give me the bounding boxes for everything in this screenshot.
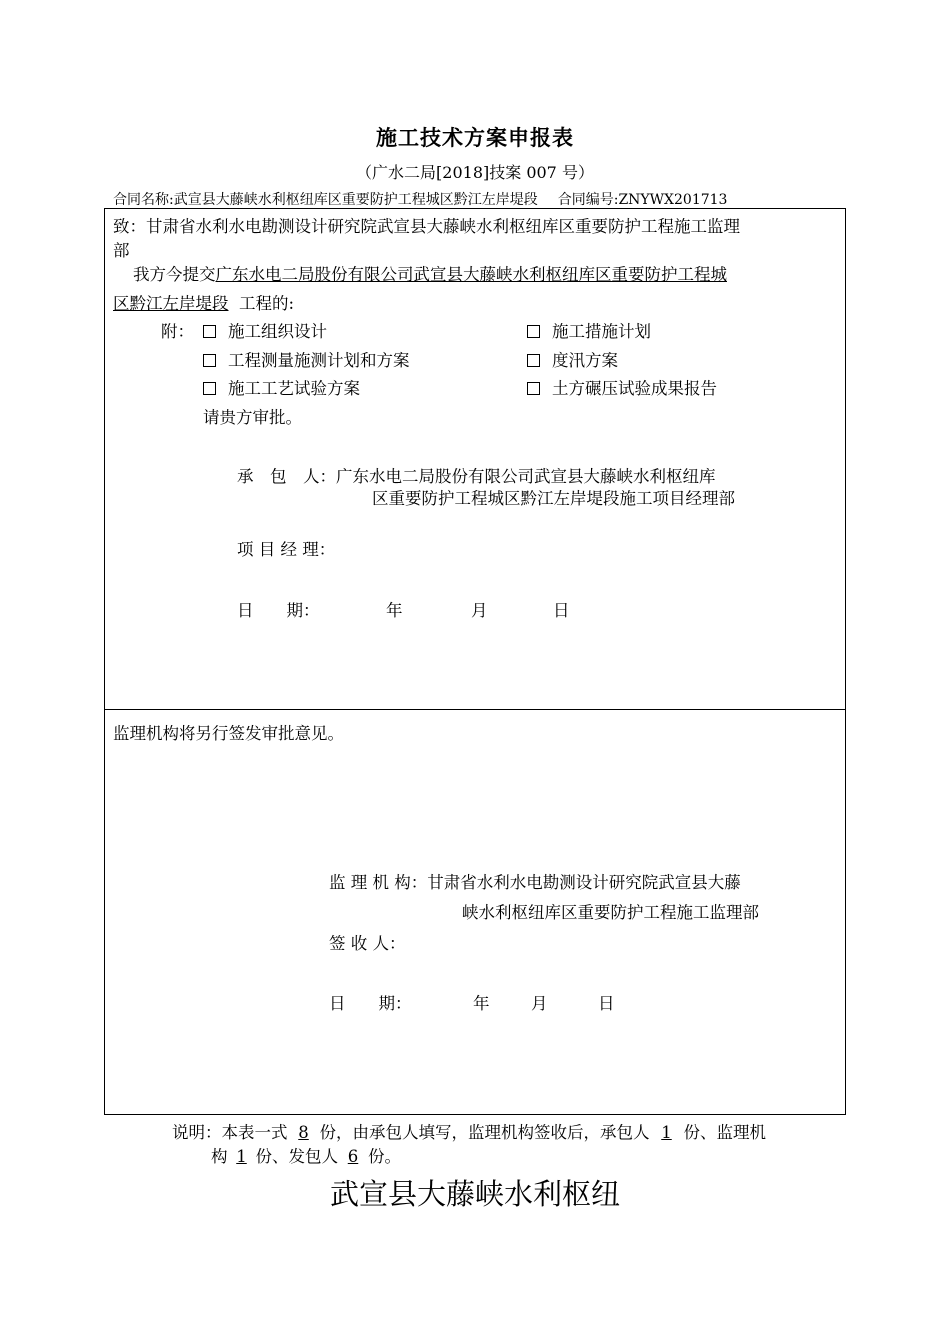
footer-text: 构 xyxy=(211,1147,228,1166)
copies-supervisor: 1 xyxy=(236,1147,247,1166)
checkbox-icon[interactable] xyxy=(203,354,216,367)
attachment-item[interactable] xyxy=(203,375,360,399)
date-label: 日 期： xyxy=(329,994,412,1013)
attachment-item[interactable] xyxy=(203,318,327,342)
footer-note-line1 xyxy=(172,1119,766,1143)
copies-owner: 6 xyxy=(347,1147,359,1166)
attachment-item[interactable] xyxy=(203,347,410,371)
attachment-item[interactable] xyxy=(527,375,717,399)
page-title: 施工技术方案申报表 xyxy=(376,125,574,150)
contractor-name: 广东水电二局股份有限公司武宣县大藤峡水利枢纽库 xyxy=(336,467,716,486)
submission-project-name-cont: 区黔江左岸堤段 xyxy=(113,294,229,313)
supervisor-name: 甘肃省水利水电勘测设计研究院武宣县大藤 xyxy=(427,873,741,892)
document-number: （广水二局[2018]技案 007 号） xyxy=(356,163,594,182)
footer-text: 份、监理机 xyxy=(683,1123,766,1142)
attachment-item-label: 施工工艺试验方案 xyxy=(228,379,360,398)
checkbox-icon[interactable] xyxy=(527,325,540,338)
addressee-line2: 部 xyxy=(113,241,130,260)
date-month: 月 xyxy=(471,601,488,620)
attachment-item-label: 土方碾压试验成果报告 xyxy=(552,379,717,398)
submission-line1 xyxy=(133,261,727,285)
supervision-note: 监理机构将另行签发审批意见。 xyxy=(113,724,344,743)
contractor-label: 承 包 人： xyxy=(237,467,336,486)
contract-info xyxy=(113,189,727,209)
checkbox-icon[interactable] xyxy=(527,382,540,395)
attachment-item-label: 施工措施计划 xyxy=(552,322,651,341)
approval-request: 请贵方审批。 xyxy=(203,408,302,427)
footer-text: 说明：本表一式 xyxy=(172,1123,288,1142)
footer-text: 份，由承包人填写，监理机构签收后，承包人 xyxy=(319,1123,650,1142)
contractor-line1 xyxy=(237,463,716,487)
contract-number-label: 合同编号: xyxy=(557,192,619,208)
attachment-item[interactable] xyxy=(527,318,651,342)
date-year: 年 xyxy=(473,994,490,1013)
footer-note-line2 xyxy=(211,1143,401,1167)
attachment-item[interactable] xyxy=(527,347,618,371)
date-month: 月 xyxy=(531,994,548,1013)
contractor-line2: 区重要防护工程城区黔江左岸堤段施工项目经理部 xyxy=(372,489,735,508)
submission-prefix: 我方今提交 xyxy=(133,265,216,284)
submission-suffix: 工程的: xyxy=(239,294,295,313)
copies-contractor: 1 xyxy=(661,1123,672,1142)
attachment-item-label: 施工组织设计 xyxy=(228,322,327,341)
date-label: 日 期： xyxy=(237,601,320,620)
receiver-label: 签 收 人： xyxy=(329,934,406,953)
contract-number: ZNYWX201713 xyxy=(618,192,728,208)
date-year: 年 xyxy=(386,601,403,620)
attachment-item-label: 度汛方案 xyxy=(552,351,618,370)
submission-line2 xyxy=(113,290,294,314)
footer-text: 份。 xyxy=(368,1147,401,1166)
contract-name-label: 合同名称: xyxy=(113,192,174,208)
date-day: 日 xyxy=(553,601,570,620)
checkbox-icon[interactable] xyxy=(203,382,216,395)
addressee-line1: 致：甘肃省水利水电勘测设计研究院武宣县大藤峡水利枢纽库区重要防护工程施工监理 xyxy=(113,217,740,236)
attachment-item-label: 工程测量施测计划和方案 xyxy=(228,351,410,370)
contract-name: 武宣县大藤峡水利枢纽库区重要防护工程城区黔江左岸堤段 xyxy=(173,192,538,208)
supervisor-line2: 峡水利枢纽库区重要防护工程施工监理部 xyxy=(462,903,759,922)
copies-total: 8 xyxy=(298,1123,309,1142)
attachment-label: 附： xyxy=(161,322,194,341)
supervisor-line1 xyxy=(329,869,741,893)
footer-text: 份、发包人 xyxy=(255,1147,338,1166)
checkbox-icon[interactable] xyxy=(203,325,216,338)
large-heading-text: 武宣县大藤峡水利枢纽 xyxy=(329,1177,620,1211)
supervisor-label: 监 理 机 构： xyxy=(329,873,428,892)
project-manager-label: 项 目 经 理： xyxy=(237,540,336,559)
checkbox-icon[interactable] xyxy=(527,354,540,367)
date-day: 日 xyxy=(598,994,615,1013)
submission-project-name: 广东水电二局股份有限公司武宣县大藤峡水利枢纽库区重要防护工程城 xyxy=(215,265,727,284)
